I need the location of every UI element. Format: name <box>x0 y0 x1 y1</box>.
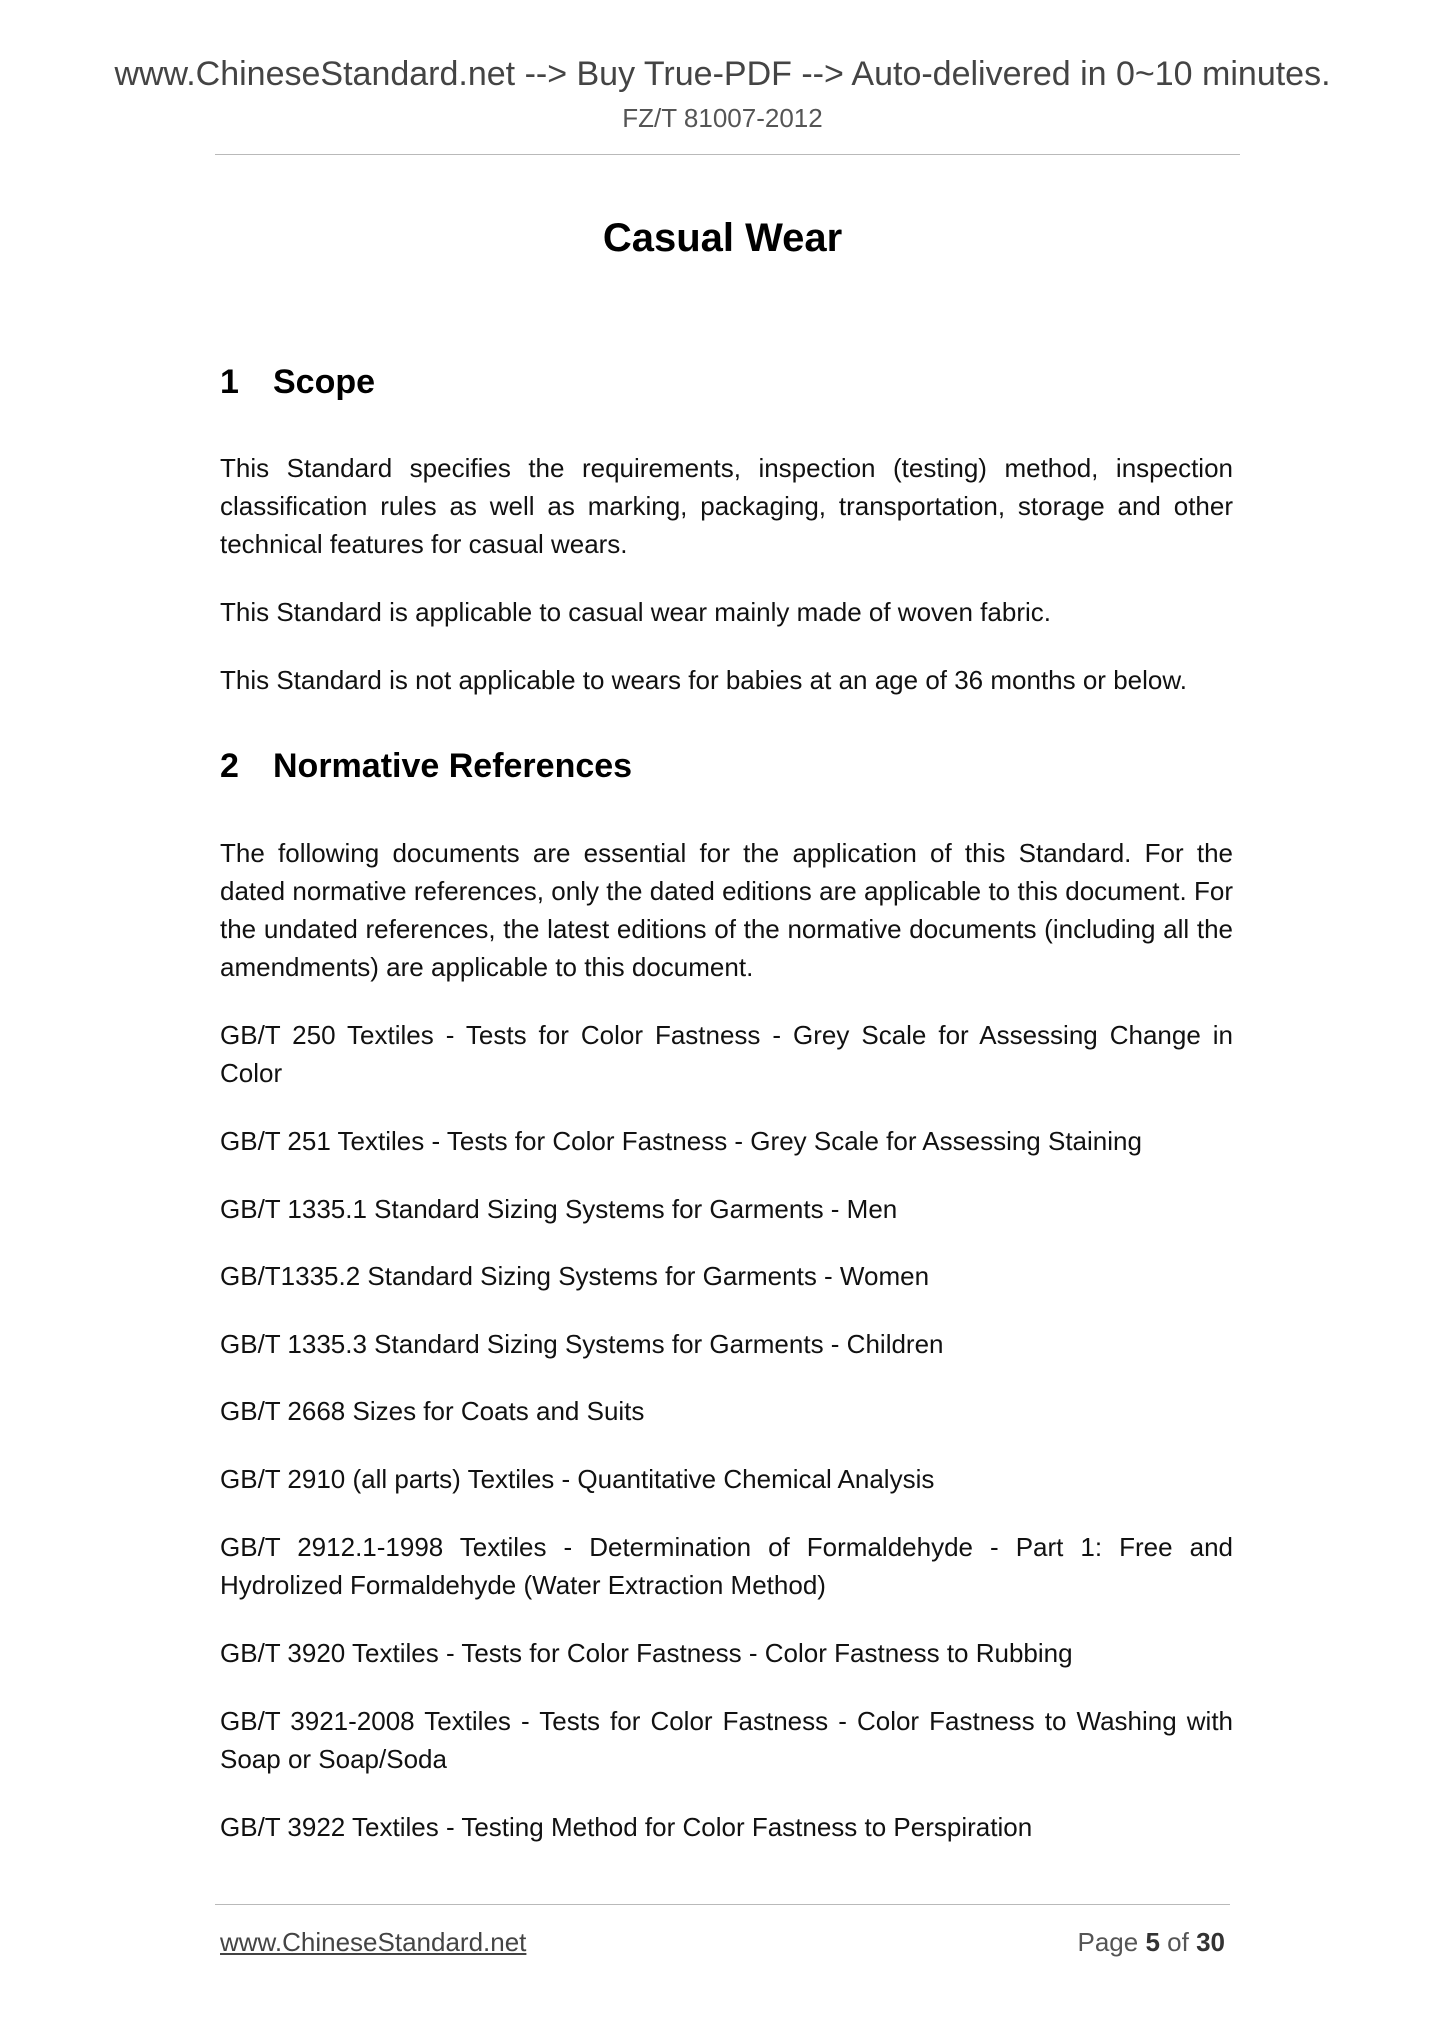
page-of-label: of <box>1167 1927 1189 1957</box>
header-banner: www.ChineseStandard.net --> Buy True-PDF --> Auto-delivered in 0~10 minutes. <box>114 55 1331 93</box>
reference-item: GB/T 3922 Textiles - Testing Method for Color Fastness to Perspiration <box>220 1812 1033 1842</box>
page-indicator <box>1077 1925 1225 1959</box>
references-intro: The following documents are essential for the application of this Standard. For the dated normative references, only the dated editions are applicable to this document. For the undated references, the latest editions of the normative documents (including all the amendments) are applicable to this document. <box>220 838 1233 982</box>
scope-paragraph-2: This Standard is applicable to casual wear mainly made of woven fabric. <box>220 597 1051 627</box>
section-2-heading <box>220 746 632 786</box>
page-total: 30 <box>1196 1927 1225 1957</box>
reference-item: GB/T 251 Textiles - Tests for Color Fastness - Grey Scale for Assessing Staining <box>220 1126 1142 1156</box>
reference-item: GB/T 3921-2008 Textiles - Tests for Color Fastness - Color Fastness to Washing with Soap or Soap/Soda <box>220 1706 1233 1774</box>
section-2-title: Normative References <box>273 747 633 785</box>
scope-paragraph-1: This Standard specifies the requirements, inspection (testing) method, inspection classification rules as well as marking, packaging, transportation, storage and other technical features for casual wears. <box>220 453 1233 559</box>
section-1-title: Scope <box>273 363 376 401</box>
page-label: Page <box>1077 1927 1139 1957</box>
reference-item: GB/T 2668 Sizes for Coats and Suits <box>220 1396 645 1426</box>
scope-paragraph-3: This Standard is not applicable to wears for babies at an age of 36 months or below. <box>220 665 1187 695</box>
page-current: 5 <box>1145 1927 1160 1957</box>
reference-item: GB/T 2912.1-1998 Textiles - Determination of Formaldehyde - Part 1: Free and Hydrolized Formaldehyde (Water Extraction Method) <box>220 1532 1233 1600</box>
section-1-heading <box>220 362 375 402</box>
document-title: Casual Wear <box>602 216 843 260</box>
reference-item: GB/T 2910 (all parts) Textiles - Quantitative Chemical Analysis <box>220 1464 935 1494</box>
reference-item: GB/T 1335.1 Standard Sizing Systems for Garments - Men <box>220 1194 898 1224</box>
standard-code: FZ/T 81007-2012 <box>622 103 823 133</box>
reference-item: GB/T 1335.3 Standard Sizing Systems for Garments - Children <box>220 1329 944 1359</box>
reference-item: GB/T1335.2 Standard Sizing Systems for Garments - Women <box>220 1261 930 1291</box>
footer-site-link[interactable]: www.ChineseStandard.net <box>220 1927 527 1957</box>
section-1-number: 1 <box>220 363 239 401</box>
section-2-number: 2 <box>220 747 239 785</box>
reference-item: GB/T 250 Textiles - Tests for Color Fastness - Grey Scale for Assessing Change in Color <box>220 1020 1233 1088</box>
header-divider <box>215 154 1240 155</box>
reference-item: GB/T 3920 Textiles - Tests for Color Fastness - Color Fastness to Rubbing <box>220 1638 1073 1668</box>
footer-divider <box>215 1904 1230 1905</box>
